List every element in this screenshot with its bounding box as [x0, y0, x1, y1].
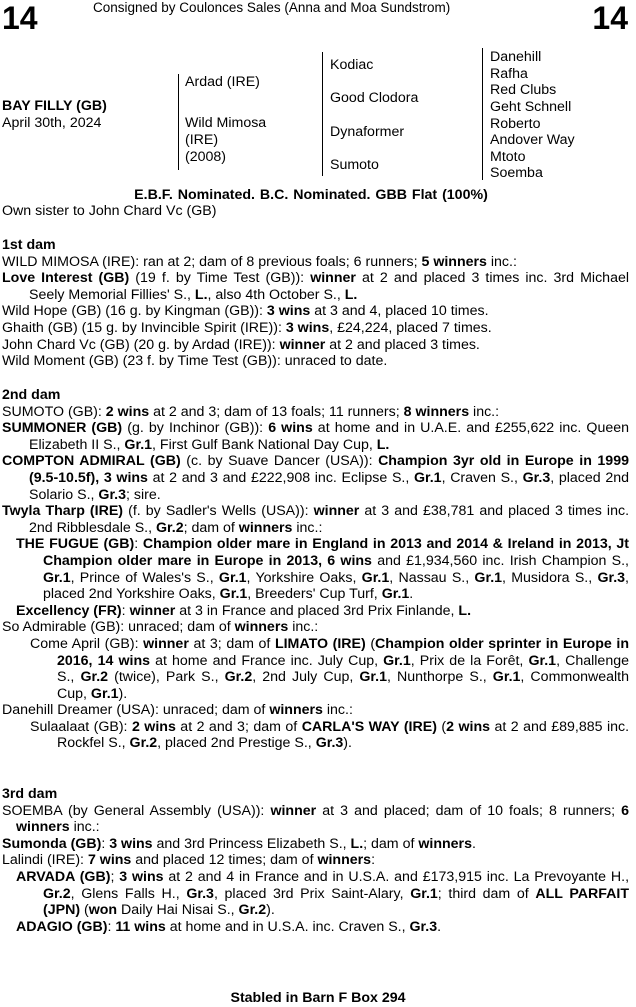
- bold-text: Gr.1: [413, 469, 442, 486]
- entry-text: at 2 and placed 3 times inc. 3rd Michael Seely Memorial Fillies' S.,: [29, 270, 629, 303]
- bold-text: 3 wins: [266, 303, 311, 320]
- bold-text: ADAGIO (GB): [16, 918, 108, 935]
- pedigree-gen2-1: Kodiac: [330, 57, 374, 73]
- entry-text: , placed 2nd Yorkshire Oaks,: [43, 569, 629, 603]
- entry-text: :: [107, 918, 116, 935]
- bold-text: ALL PARFAIT (JPN): [43, 885, 630, 919]
- entry-text: Wild Hope (GB) (16 g. by Kingman (GB)):: [2, 303, 267, 320]
- bold-text: Love Interest (GB): [2, 270, 130, 287]
- bold-text: Gr.2: [155, 519, 184, 536]
- entry-text: , placed 2nd Prestige S.,: [157, 735, 316, 752]
- bold-text: Sumonda (GB): [2, 835, 102, 852]
- sibling-note: Own sister to John Chard Vc (GB): [2, 203, 217, 219]
- entry-text: (c. by Suave Dancer (USA)):: [180, 453, 379, 470]
- entry-text: ; sire.: [126, 486, 161, 503]
- foaling-date: April 30th, 2024: [2, 115, 102, 131]
- bold-text: winner: [143, 635, 189, 652]
- bold-text: winner: [129, 602, 176, 619]
- bold-text: winner: [279, 336, 326, 353]
- bold-text: Gr.1: [361, 569, 390, 586]
- pedigree-sire: Ardad (IRE): [185, 74, 260, 90]
- entry-text: Lalindi (IRE):: [2, 852, 88, 869]
- entry-text: Danehill Dreamer (USA): unraced; dam of: [2, 702, 270, 719]
- entry-text: , also 4th October S.,: [207, 286, 345, 303]
- bold-text: winner: [310, 270, 356, 287]
- pedigree-entry: [2, 919, 629, 936]
- bold-text: won: [88, 902, 118, 919]
- bold-text: Champion older mare in England in 2013 and 2014 & Ireland in 2013, Jt Champion older mare in Europe in 2013, 6 wins: [43, 536, 630, 569]
- bold-text: 11 wins: [115, 918, 166, 935]
- bold-text: Gr.3: [409, 918, 438, 935]
- entry-text: Come April (GB):: [30, 635, 144, 652]
- bold-text: 7 wins: [87, 852, 132, 869]
- bold-text: 5 winners: [421, 253, 487, 270]
- bold-text: L.: [458, 602, 472, 619]
- entry-text: at 2 and 3; dam of: [175, 718, 302, 735]
- bold-text: 6 wins: [268, 420, 313, 437]
- bold-text: Gr.2: [238, 902, 267, 919]
- bold-text: L.: [350, 835, 364, 852]
- entry-text: Daily Hai Nisai S.,: [117, 902, 239, 919]
- entry-text: , First Gulf Bank National Day Cup,: [152, 436, 377, 453]
- bold-text: Gr.1: [492, 669, 521, 686]
- section-heading: 3rd dam: [2, 786, 58, 802]
- entry-text: Sulaalaat (GB):: [30, 718, 132, 735]
- entry-text: :: [134, 536, 143, 553]
- bold-text: Gr.2: [80, 669, 109, 686]
- pedigree-entry: [2, 803, 629, 836]
- entry-text: (twice), Park S.,: [108, 669, 225, 686]
- entry-text: :: [121, 602, 130, 619]
- entry-text: at home and France inc. July Cup,: [150, 652, 384, 669]
- pedigree-gen3-7: Mtoto: [490, 149, 526, 165]
- entry-text: , Commonwealth Cup,: [57, 669, 629, 702]
- pedigree-entry: [2, 619, 629, 636]
- pedigree-bracket-3: [482, 48, 483, 180]
- bold-text: Excellency (FR): [16, 602, 122, 619]
- pedigree-entry: [2, 453, 629, 503]
- entry-text: at 2 and 3 and £222,908 inc. Eclipse S.,: [147, 469, 414, 486]
- bold-text: Gr.2: [224, 669, 253, 686]
- entry-text: at 3 in France and placed 3rd Prix Finlande,: [175, 602, 459, 619]
- stabled-location: Stabled in Barn F Box 294: [230, 990, 406, 1006]
- section-heading: 2nd dam: [2, 387, 61, 403]
- entry-text: and placed 12 times; dam of: [131, 852, 318, 869]
- entry-text: , 2nd July Cup,: [252, 669, 360, 686]
- pedigree-dam-country: (IRE): [185, 132, 219, 148]
- lot-number-left: 14: [2, 0, 38, 36]
- entry-text: , Prix de la Forêt,: [410, 652, 529, 669]
- entry-text: (19 f. by Time Test (GB)):: [129, 270, 311, 287]
- entry-text: ; dam of: [363, 835, 419, 852]
- entry-text: , Craven S.,: [441, 469, 523, 486]
- bold-text: 6 winners: [16, 802, 629, 836]
- entry-text: SOEMBA (by General Assembly (USA)):: [2, 802, 271, 819]
- entry-text: (g. by Inchinor (GB)):: [122, 420, 269, 437]
- section-heading: 1st dam: [2, 237, 56, 253]
- pedigree-entry: [2, 503, 629, 536]
- bold-text: 2 wins: [105, 403, 150, 420]
- pedigree-entry: [2, 337, 629, 354]
- entry-text: .: [409, 586, 414, 603]
- pedigree-dam-year: (2008): [185, 149, 227, 165]
- pedigree-dam-name: Wild Mimosa: [185, 115, 267, 131]
- bold-text: Gr.2: [129, 735, 158, 752]
- bold-text: winner: [313, 503, 360, 520]
- entry-text: , Musidora S.,: [502, 569, 598, 586]
- pedigree-entry: [2, 603, 629, 620]
- entry-text: .: [471, 835, 476, 852]
- entry-text: ; dam of: [183, 519, 239, 536]
- pedigree-entry: [2, 404, 629, 421]
- lot-number-right: 14: [592, 0, 628, 36]
- pedigree-entry: [2, 270, 629, 303]
- section-body: [2, 404, 629, 752]
- entry-text: , Yorkshire Oaks,: [246, 569, 362, 586]
- bold-text: 3 wins: [285, 319, 330, 336]
- bold-text: winners: [317, 852, 372, 869]
- section-3rd-dam: [2, 786, 629, 935]
- horse-name: BAY FILLY (GB): [2, 98, 107, 114]
- entry-text: , Nunthorpe S.,: [387, 669, 493, 686]
- section-body: [2, 254, 629, 370]
- entry-text: inc.:: [288, 619, 319, 636]
- entry-text: , Glens Falls H.,: [70, 885, 187, 902]
- bold-text: ARVADA (GB): [16, 868, 111, 885]
- entry-text: at 2 and placed 3 times.: [325, 336, 480, 353]
- entry-text: at 2 and 4 in France and in U.S.A. and £173,915 inc. La Prevoyante H.,: [163, 868, 630, 885]
- entry-text: ).: [118, 685, 128, 702]
- bold-text: THE FUGUE (GB): [16, 536, 135, 553]
- bold-text: winners: [238, 519, 293, 536]
- pedigree-gen2-4: Sumoto: [330, 157, 379, 173]
- entry-text: :: [371, 852, 376, 869]
- bold-text: winners: [418, 835, 472, 852]
- entry-text: John Chard Vc (GB) (20 g. by Ardad (IRE)):: [2, 336, 280, 353]
- bold-text: SUMMONER (GB): [2, 420, 123, 437]
- entry-text: (: [80, 902, 89, 919]
- pedigree-entry: [2, 420, 629, 453]
- entry-text: inc.:: [322, 702, 353, 719]
- bold-text: 2 wins: [131, 718, 176, 735]
- entry-text: ; third dam of: [437, 885, 536, 902]
- pedigree-entry: [2, 719, 629, 752]
- entry-text: ;: [110, 868, 120, 885]
- entry-text: .: [437, 918, 442, 935]
- bold-text: Gr.1: [381, 586, 410, 603]
- pedigree-entry: [2, 353, 629, 370]
- entry-text: Ghaith (GB) (15 g. by Invincible Spirit (IRE)):: [2, 319, 286, 336]
- entry-text: and £1,934,560 inc. Irish Champion S.,: [371, 552, 629, 569]
- pedigree-gen3-8: Soemba: [490, 165, 543, 181]
- pedigree-gen3-1: Danehill: [490, 49, 542, 65]
- entry-text: at 2 and £89,885 inc. Rockfel S.,: [57, 718, 630, 752]
- bold-text: Gr.2: [43, 885, 71, 902]
- section-body: [2, 803, 629, 936]
- entry-text: WILD MIMOSA (IRE): ran at 2; dam of 8 previous foals; 6 runners;: [2, 253, 422, 270]
- entry-text: at 2 and 3; dam of 13 foals; 11 runners;: [149, 403, 404, 420]
- entry-text: at 3; dam of: [188, 635, 275, 652]
- entry-text: So Admirable (GB): unraced; dam of: [2, 619, 235, 636]
- pedigree-entry: [2, 836, 629, 853]
- bold-text: Gr.1: [474, 569, 503, 586]
- pedigree-entry: [2, 320, 629, 337]
- bold-text: L.: [344, 286, 358, 303]
- entry-text: ).: [343, 735, 352, 752]
- pedigree-gen2-3: Dynaformer: [330, 124, 405, 140]
- entry-text: , £24,224, placed 7 times.: [329, 319, 492, 336]
- bold-text: L.: [376, 436, 390, 453]
- entry-text: , Nassau S.,: [389, 569, 475, 586]
- entry-text: inc.:: [292, 519, 323, 536]
- section-2nd-dam: [2, 387, 629, 752]
- entry-text: (: [436, 718, 447, 735]
- entry-text: at home and in U.S.A. inc. Craven S.,: [165, 918, 410, 935]
- entry-text: , placed 3rd Prix Saint-Alary,: [213, 885, 411, 902]
- bold-text: Gr.1: [43, 569, 71, 586]
- pedigree-entry: [2, 702, 629, 719]
- bold-text: 8 winners: [403, 403, 470, 420]
- entry-text: , Challenge S.,: [57, 652, 629, 686]
- bold-text: winners: [269, 702, 323, 719]
- entry-text: inc.:: [69, 819, 100, 836]
- bold-text: winners: [234, 619, 289, 636]
- bold-text: 3 wins: [109, 835, 153, 852]
- bold-text: winner: [270, 802, 317, 819]
- bold-text: Gr.1: [218, 569, 247, 586]
- bold-text: CARLA'S WAY (IRE): [301, 718, 437, 735]
- entry-text: inc.:: [486, 253, 517, 270]
- pedigree-entry: [2, 869, 629, 919]
- pedigree-entry: [2, 536, 629, 602]
- entry-text: :: [101, 835, 110, 852]
- consignor: Consigned by Coulonces Sales (Anna and Moa Sundstrom): [93, 0, 451, 15]
- entry-text: at 3 and 4, placed 10 times.: [310, 303, 489, 320]
- pedigree-entry: [2, 852, 629, 869]
- entry-text: SUMOTO (GB):: [2, 403, 106, 420]
- bold-text: 3 wins: [119, 868, 164, 885]
- bold-text: Champion 3yr old in Europe in 1999 (9.5-10.5f), 3 wins: [29, 453, 629, 486]
- pedigree-gen3-2: Rafha: [490, 66, 528, 82]
- pedigree-entry: [2, 303, 629, 320]
- pedigree-gen3-4: Geht Schnell: [490, 99, 572, 115]
- bold-text: Twyla Tharp (IRE): [2, 503, 124, 520]
- entry-text: at 3 and £38,781 and placed 3 times inc. 2nd Ribblesdale S.,: [29, 503, 630, 536]
- entry-text: , placed 2nd Solario S.,: [29, 469, 629, 503]
- bold-text: Gr.3: [98, 486, 127, 503]
- bold-text: Gr.3: [186, 885, 214, 902]
- entry-text: , Prince of Wales's S.,: [70, 569, 219, 586]
- pedigree-entry: [2, 636, 629, 702]
- entry-text: and 3rd Princess Elizabeth S.,: [152, 835, 351, 852]
- bold-text: Gr.1: [124, 436, 153, 453]
- nominations-line: E.B.F. Nominated. B.C. Nominated. GBB Flat (100%): [134, 187, 488, 203]
- bold-text: Gr.1: [219, 586, 248, 603]
- bold-text: 2 wins: [446, 718, 491, 735]
- entry-text: inc.:: [469, 403, 500, 420]
- entry-text: ).: [266, 902, 275, 919]
- section-1st-dam: [2, 237, 629, 370]
- pedigree-bracket-2: [322, 52, 323, 176]
- bold-text: Gr.3: [522, 469, 551, 486]
- bold-text: Gr.1: [359, 669, 387, 686]
- bold-text: COMPTON ADMIRAL (GB): [2, 453, 181, 470]
- entry-text: at 3 and placed; dam of 10 foals; 8 runners;: [316, 802, 622, 819]
- entry-text: , Breeders' Cup Turf,: [247, 586, 382, 603]
- entry-text: Wild Moment (GB) (23 f. by Time Test (GB)): unraced to date.: [2, 353, 388, 370]
- bold-text: Gr.1: [410, 885, 438, 902]
- pedigree-gen3-6: Andover Way: [490, 132, 575, 148]
- pedigree-gen3-5: Roberto: [490, 116, 541, 132]
- bold-text: Gr.3: [315, 735, 344, 752]
- bold-text: LIMATO (IRE): [274, 635, 366, 652]
- pedigree-bracket-1: [178, 74, 179, 170]
- bold-text: Gr.1: [383, 652, 411, 669]
- entry-text: (f. by Sadler's Wells (USA)):: [123, 503, 314, 520]
- bold-text: Gr.1: [528, 652, 557, 669]
- bold-text: Gr.1: [90, 685, 119, 702]
- bold-text: L.: [194, 286, 208, 303]
- pedigree-entry: [2, 254, 629, 271]
- bold-text: Champion older sprinter in Europe in 2016, 14 wins: [57, 635, 629, 669]
- entry-text: (: [365, 635, 376, 652]
- pedigree-gen2-2: Good Clodora: [330, 90, 419, 106]
- bold-text: Gr.3: [597, 569, 626, 586]
- entry-text: at home and in U.A.E. and £255,622 inc. Queen Elizabeth II S.,: [29, 420, 630, 453]
- pedigree-gen3-3: Red Clubs: [490, 82, 557, 98]
